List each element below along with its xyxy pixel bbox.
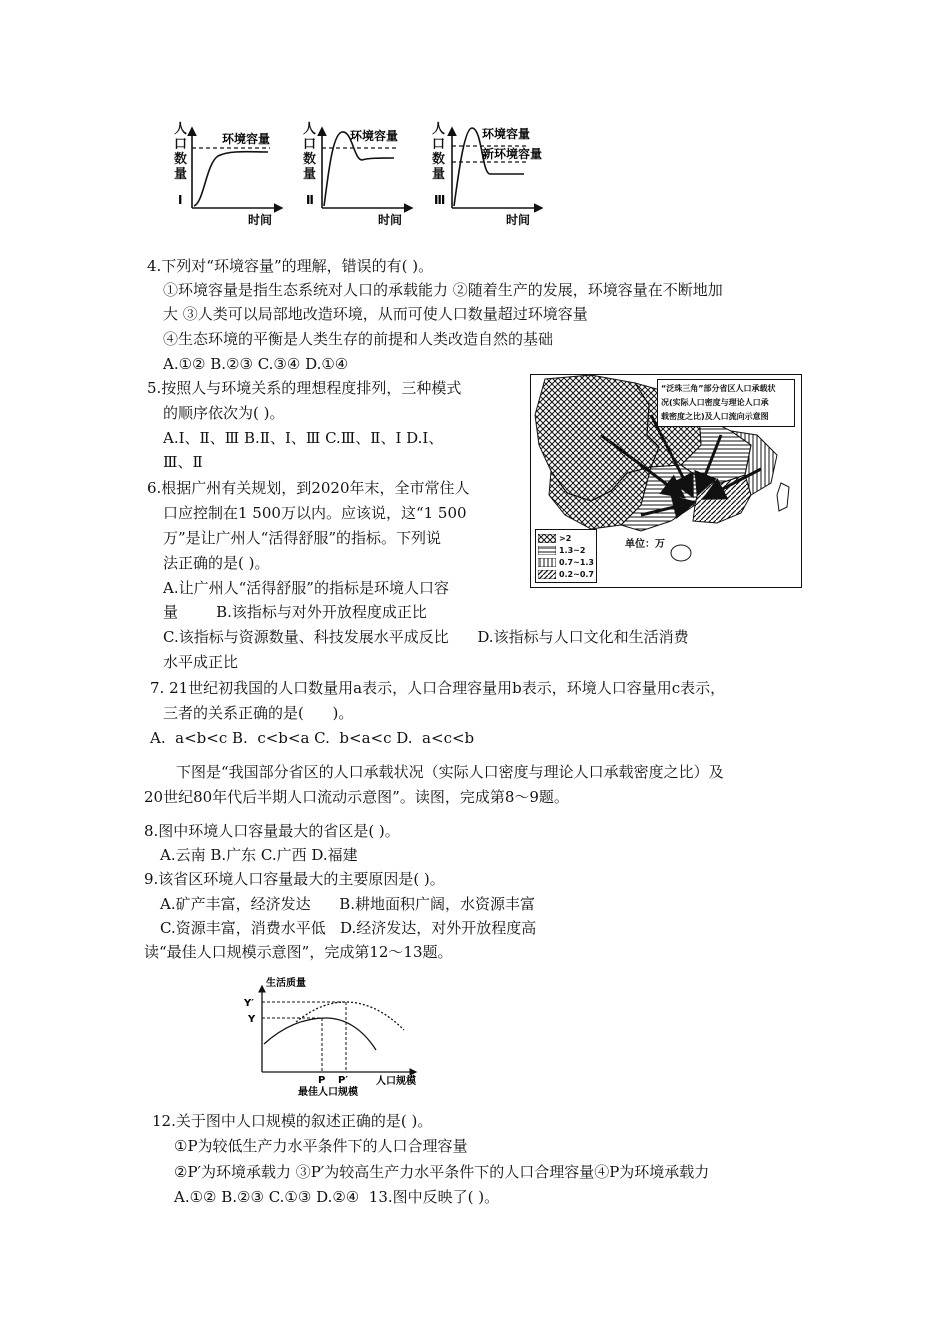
q6-line-4: 法正确的是( )。 — [163, 554, 270, 572]
legend-swatch-vertical — [538, 558, 556, 567]
graph3-numeral: Ⅲ — [434, 193, 446, 207]
graph2-x-label: 时间 — [378, 213, 403, 227]
q7-line-1: 7. 21世纪初我国的人口数量用a表示，人口合理容量用b表示，环境人口容量用c表示， — [150, 679, 726, 697]
legend-item — [538, 556, 594, 568]
q12-line-1: ①P为较低生产力水平条件下的人口合理容量 — [174, 1137, 468, 1155]
q5-line-4: Ⅲ、Ⅱ — [163, 453, 203, 471]
map-unit: 单位：万 — [625, 539, 665, 550]
q6-line-5: A.让广州人“活得舒服”的指标是环境人口容 — [163, 579, 449, 597]
map-legend — [535, 529, 597, 583]
legend-label: 0.2~0.7 — [558, 569, 594, 579]
optimal-population-graph — [236, 976, 436, 1096]
intro-8-9-line-2: 20世纪80年代后半期人口流动示意图”。读图，完成第8～9题。 — [144, 788, 569, 806]
q12-line-2: ②P′为环境承载力 ③P′为较高生产力水平条件下的人口合理容量④P为环境承载力 — [174, 1163, 710, 1181]
legend-item — [538, 532, 594, 544]
q12-options: A.①② B.②③ C.①③ D.②④ 13.图中反映了( )。 — [174, 1188, 500, 1206]
graph3-new-capacity-label: 新环境容量 — [482, 147, 543, 161]
legend-label: 1.3~2 — [559, 545, 586, 555]
pan-pearl-river-delta-map — [530, 374, 802, 588]
intro-8-9-line-1: 下图是“我国部分省区的人口承载状况（实际人口密度与理论人口承载密度之比）及 — [176, 763, 724, 781]
q4-line-3: ④生态环境的平衡是人类生存的前提和人类改造自然的基础 — [163, 330, 554, 348]
q12-stem: 12.关于图中人口规模的叙述正确的是( )。 — [152, 1112, 433, 1130]
map-title-line-2: 况(实际人口密度与理论人口承 — [661, 398, 769, 407]
q6-line-8: 水平成正比 — [163, 653, 239, 671]
graph1-numeral: Ⅰ — [178, 193, 183, 207]
q7-line-2: 三者的关系正确的是( )。 — [163, 704, 354, 722]
province-hainan — [671, 545, 691, 561]
q8-options: A.云南 B.广东 C.广西 D.福建 — [160, 846, 358, 864]
graph-2 — [306, 128, 412, 227]
legend-swatch-cross — [538, 534, 556, 543]
q9-stem: 9.该省区环境人口容量最大的主要原因是( )。 — [144, 870, 445, 888]
graph1-capacity-label: 环境容量 — [222, 132, 271, 146]
graph2-x-title: 人口规模 — [376, 1076, 416, 1087]
graph2-y-label: 人口数量 — [303, 122, 317, 182]
q4-line-1: ①环境容量是指生态系统对人口的承载能力 ②随着生产的发展，环境容量在不断地加 — [163, 281, 723, 299]
q5-line-3: A.Ⅰ、Ⅱ、Ⅲ B.Ⅱ、Ⅰ、Ⅲ C.Ⅲ、Ⅱ、Ⅰ D.Ⅰ、 — [163, 429, 444, 447]
q6-line-2: 口应控制在1 500万以内。应该说，这“1 500 — [163, 504, 467, 522]
q6-line-1: 6.根据广州有关规划，到2020年末，全市常住人 — [147, 479, 470, 497]
q9-line-2: C.资源丰富，消费水平低 D.经济发达，对外开放程度高 — [160, 919, 537, 937]
graph2-y-prime: Y′ — [244, 998, 254, 1009]
graph2-p-prime: P′ — [338, 1075, 348, 1086]
q9-line-1: A.矿产丰富，经济发达 B.耕地面积广阔，水资源丰富 — [160, 895, 536, 913]
q4-options: A.①② B.②③ C.③④ D.①④ — [163, 355, 349, 373]
q7-options: A. a<b<c B. c<b<a C. b<a<c D. a<c<b — [150, 729, 475, 747]
legend-label: >2 — [559, 533, 572, 543]
province-taiwan — [777, 483, 789, 511]
graph1-y-label: 人口数量 — [174, 122, 188, 182]
q5-line-1: 5.按照人与环境关系的理想程度排列，三种模式 — [147, 379, 462, 397]
quality-curve-high — [296, 1002, 404, 1030]
graph-3 — [434, 126, 542, 227]
population-capacity-graphs — [170, 118, 570, 230]
q6-line-3: 万”是让广州人“活得舒服”的指标。下列说 — [163, 529, 442, 547]
quality-curve-low — [264, 1018, 376, 1050]
q4-line-2: 大 ③人类可以局部地改造环境，从而可使人口数量超过环境容量 — [163, 305, 588, 323]
q8-stem: 8.图中环境人口容量最大的省区是( )。 — [144, 822, 400, 840]
map-title-line-1: “泛珠三角”部分省区人口承载状 — [661, 384, 776, 393]
legend-item — [538, 568, 594, 580]
graph2-numeral: Ⅱ — [306, 193, 314, 207]
graph2-caption: 最佳人口规模 — [298, 1087, 358, 1096]
graph3-x-label: 时间 — [506, 213, 531, 227]
legend-item — [538, 544, 594, 556]
q4-stem: 4.下列对“环境容量”的理解，错误的有( )。 — [147, 257, 434, 275]
graph-1 — [178, 128, 282, 227]
q5-line-2: 的顺序依次为( )。 — [163, 404, 285, 422]
map-title-box — [657, 379, 795, 427]
legend-swatch-diagonal — [538, 570, 556, 579]
graph3-y-label: 人口数量 — [432, 122, 446, 182]
graph3-capacity-label: 环境容量 — [482, 127, 531, 141]
legend-swatch-horizontal — [538, 546, 556, 555]
graph2-y: Y — [248, 1014, 256, 1025]
legend-label: 0.7~1.3 — [558, 557, 594, 567]
graph2-capacity-label: 环境容量 — [350, 129, 399, 143]
graph1-x-label: 时间 — [248, 213, 273, 227]
q6-line-7: C.该指标与资源数量、科技发展水平成反比 D.该指标与人口文化和生活消费 — [163, 628, 689, 646]
q6-line-6: 量 B.该指标与对外开放程度成正比 — [163, 603, 427, 621]
intro-12-13: 读“最佳人口规模示意图”，完成第12～13题。 — [144, 943, 453, 961]
graph2-p: P — [318, 1075, 326, 1086]
map-title-line-3: 载密度之比)及人口流向示意图 — [661, 412, 769, 421]
graph2-y-title: 生活质量 — [266, 978, 306, 989]
